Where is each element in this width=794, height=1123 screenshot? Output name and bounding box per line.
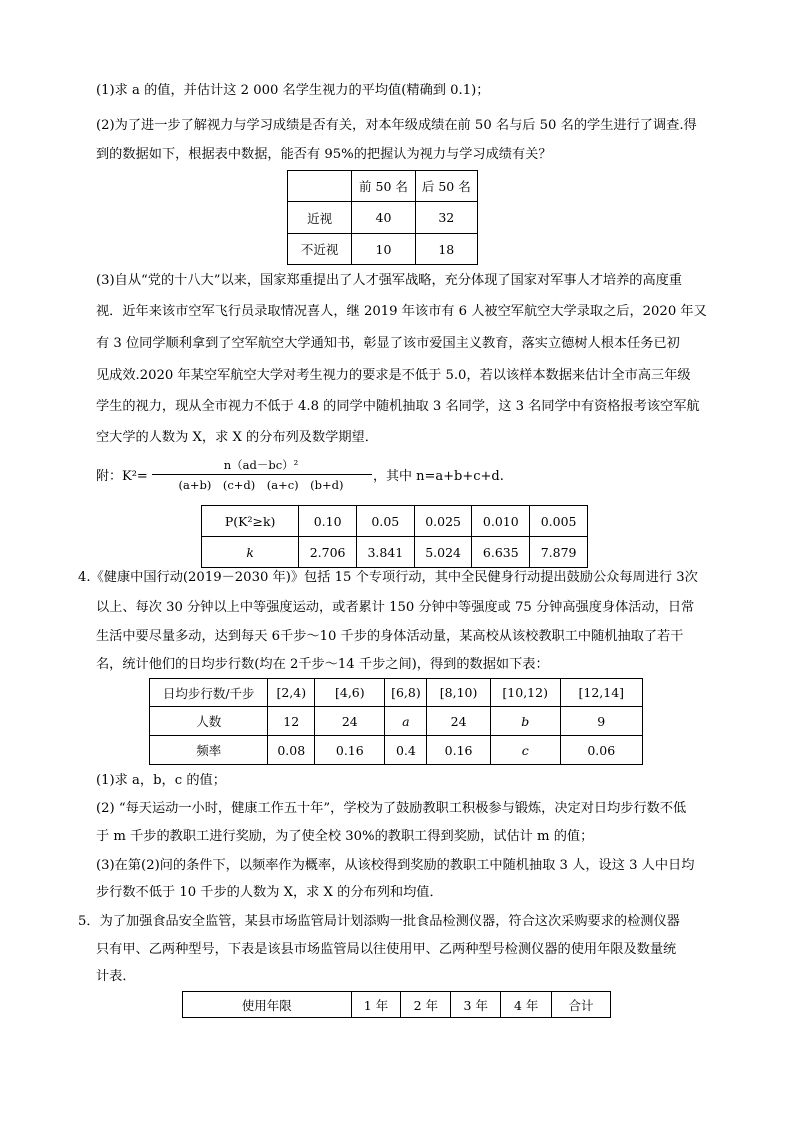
table-cell: 0.16 [427, 736, 491, 765]
table-cell: 频率 [150, 736, 268, 765]
table-header-cell: 合计 [552, 992, 611, 1018]
table-header-cell: 1 年 [351, 992, 401, 1018]
chi-square-prefix: 附：K²= [96, 469, 148, 484]
table-header-cell: 4 年 [501, 992, 552, 1018]
q4-intro-line: 名，统计他们的日均步行数(均在 2千步～14 千步之间)，得到的数据如下表： [96, 657, 549, 672]
table-cell: 0.025 [414, 506, 472, 537]
q3-part3-line: 视．近年来该市空军飞行员录取情况喜人，继 2019 年该市有 6 人被空军航空大学录取之后，2020 年又 [96, 304, 707, 319]
table-cell: 近视 [288, 202, 352, 234]
table-header-cell: 前 50 名 [352, 171, 415, 202]
q3-part3-line: (3)自从“党的十八大”以来，国家郑重提出了人才强军战略，充分体现了国家对军事人才培养的高度重 [96, 273, 683, 288]
q4-intro-line: 4.《健康中国行动(2019－2030 年)》包括 15 个专项行动，其中全民健身行动提出鼓励公众每周进行 3次 [78, 570, 698, 585]
table-header-cell: 后 50 名 [415, 171, 477, 202]
table-header-cell: [12,14] [560, 679, 642, 707]
table-cell: 18 [415, 234, 477, 265]
table-header-cell: 2 年 [401, 992, 451, 1018]
formula-numerator: n（ad－bc）² [223, 458, 299, 472]
table-cell: P(K²≥k) [202, 506, 299, 537]
table-cell: 12 [268, 707, 315, 736]
q3-part2-line2: 到的数据如下，根据表中数据，能否有 95%的把握认为视力与学习成绩有关？ [96, 147, 552, 162]
q4-part3-line: 步行数不低于 10 千步的人数为 X，求 X 的分布列和均值． [96, 885, 443, 900]
usage-years-table [182, 991, 611, 1018]
table-cell: 0.06 [560, 736, 642, 765]
q4-part1: (1)求 a，b，c 的值； [96, 773, 226, 788]
table-cell: 0.16 [315, 736, 385, 765]
q3-part2-line1: (2)为了进一步了解视力与学习成绩是否有关，对本年级成绩在前 50 名与后 50 名的学生进行了调查.得 [96, 118, 697, 133]
table-cell: 24 [315, 707, 385, 736]
critical-value-table [201, 505, 588, 568]
vision-score-table [287, 170, 478, 265]
q3-part3-line: 空大学的人数为 X，求 X 的分布列及数学期望． [96, 430, 378, 445]
table-cell: 人数 [150, 707, 268, 736]
q4-part2-line: 于 m 千步的教职工进行奖励，为了使全校 30%的教职工得到奖励，试估计 m 的值； [96, 829, 594, 844]
q5-line: 5．为了加强食品安全监管，某县市场监管局计划添购一批食品检测仪器，符合这次采购要求的检测仪器 [78, 914, 680, 929]
table-cell: 0.010 [472, 506, 530, 537]
table-cell: 10 [352, 234, 415, 265]
table-header-cell: 使用年限 [183, 992, 352, 1018]
q5-line: 计表． [96, 969, 136, 984]
q4-intro-line: 以上、每次 30 分钟以上中等强度运动，或者累计 150 分钟中等强度或 75 分钟高强度身体活动，日常 [96, 600, 695, 615]
fraction-bar [152, 474, 372, 475]
table-cell: 0.08 [268, 736, 315, 765]
table-cell: 32 [415, 202, 477, 234]
q5-line: 只有甲、乙两种型号，下表是该县市场监管局以往使用甲、乙两种型号检测仪器的使用年限及数量统 [96, 942, 677, 957]
table-cell: c [490, 736, 560, 765]
table-cell: 7.879 [530, 537, 588, 568]
table-cell: 6.635 [472, 537, 530, 568]
table-cell: 0.005 [530, 506, 588, 537]
table-header-cell: [10,12) [490, 679, 560, 707]
table-cell: k [202, 537, 299, 568]
table-cell: 3.841 [356, 537, 414, 568]
q3-part3-line: 有 3 位同学顺利拿到了空军航空大学通知书，彰显了该市爱国主义教育，落实立德树人根本任务已初 [96, 336, 680, 351]
table-cell: 0.10 [299, 506, 357, 537]
table-header-cell: [2,4) [268, 679, 315, 707]
formula-denominator: (a+b) (c+d) (a+c) (b+d) [178, 478, 344, 492]
table-cell: 40 [352, 202, 415, 234]
table-header-cell: [4,6) [315, 679, 385, 707]
q4-part3-line: (3)在第(2)问的条件下，以频率作为概率，从该校得到奖励的教职工中随机抽取 3 人，设这 3 人中日均 [96, 858, 695, 873]
q3-part1: (1)求 a 的值，并估计这 2 000 名学生视力的平均值(精确到 0.1)； [96, 83, 490, 98]
table-cell: 不近视 [288, 234, 352, 265]
table-cell: a [385, 707, 427, 736]
formula-suffix: ，其中 n=a+b+c+d. [373, 469, 504, 484]
q3-part3-line: 见成效.2020 年某空军航空大学对考生视力的要求是不低于 5.0，若以该样本数据来估计全市高三年级 [96, 368, 691, 383]
table-cell: 9 [560, 707, 642, 736]
q4-part2-line: (2) “每天运动一小时，健康工作五十年”，学校为了鼓励教职工积极参与锻炼，决定对日均步行数不低 [96, 801, 687, 816]
step-count-table [149, 678, 643, 765]
table-cell: b [490, 707, 560, 736]
table-header-cell: 3 年 [451, 992, 501, 1018]
table-cell: 0.05 [356, 506, 414, 537]
table-cell: 2.706 [299, 537, 357, 568]
table-header-cell [288, 171, 352, 202]
q3-part3-line: 学生的视力，现从全市视力不低于 4.8 的同学中随机抽取 3 名同学，这 3 名同学中有资格报考该空军航 [96, 399, 700, 414]
table-header-cell: [6,8) [385, 679, 427, 707]
q4-intro-line: 生活中要尽量多动，达到每天 6千步～10 千步的身体活动量，某高校从该校教职工中随机抽取了若干 [96, 629, 684, 644]
table-header-cell: 日均步行数/千步 [150, 679, 268, 707]
table-cell: 5.024 [414, 537, 472, 568]
table-cell: 24 [427, 707, 491, 736]
table-cell: 0.4 [385, 736, 427, 765]
table-header-cell: [8,10) [427, 679, 491, 707]
